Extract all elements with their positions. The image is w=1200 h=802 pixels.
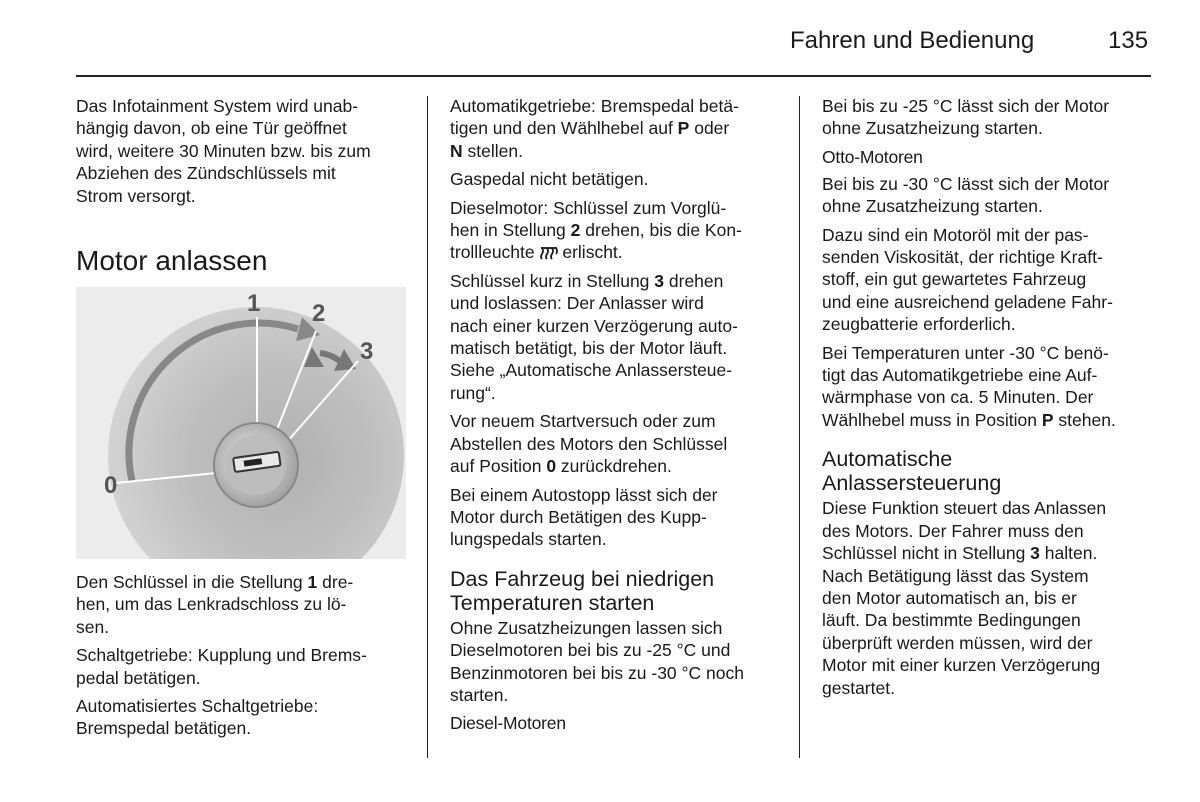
paragraph-autostop: Bei einem Autostopp lässt sich der Motor durch Betätigen des Kupp- lungspedals starten. xyxy=(450,484,718,550)
paragraph-automatic-starter: Diese Funktion steuert das Anlassen des Motors. Der Fahrer muss den Schlüssel nicht in Stellung 3 halten. Nach Betätigung lässt das System den Motor automatisch an, bis er läuft. Da bestimmte Bedingungen überprüft werden müssen, wird der Motor mit einer kurzen Verzögerung gestartet. xyxy=(822,498,1107,698)
paragraph-automated-gearbox: Automatisiertes Schaltgetriebe: Bremspedal betätigen. xyxy=(76,696,319,739)
position-label-3: 3 xyxy=(360,338,374,366)
section-heading-motor-anlassen: Motor anlassen xyxy=(76,245,268,277)
paragraph-petrol-minus-30: Bei bis zu -30 °C lässt sich der Motor ohne Zusatzheizung starten. xyxy=(822,173,1110,217)
paragraph-requirements: Dazu sind ein Motoröl mit der pas- senden Viskosität, der richtige Kraft- stoff, ein gut gewartetes Fahrzeug und eine ausreichend geladene Fahr- zeugbatterie erforderlich. xyxy=(822,224,1113,335)
position-label-1: 1 xyxy=(247,290,261,318)
column-3 xyxy=(822,95,1157,705)
paragraph-automatic-gearbox: Automatikgetriebe: Bremspedal betä- tigen und den Wählhebel auf P oder N stellen. xyxy=(450,96,739,161)
position-label-0: 0 xyxy=(104,472,118,500)
page-header-title: Fahren und Bedienung xyxy=(790,27,1035,54)
paragraph-diesel-minus-25: Bei bis zu -25 °C lässt sich der Motor ohne Zusatzheizung starten. xyxy=(822,96,1110,139)
paragraph-diesel-preheat: Dieselmotor: Schlüssel zum Vorglü- hen in Stellung 2 drehen, bis die Kon- trollleuchte erlischt. xyxy=(450,197,742,263)
section-heading-low-temperatures: Das Fahrzeug bei niedrigen Temperaturen starten xyxy=(450,566,715,615)
paragraph-below-minus-30: Bei Temperaturen unter -30 °C benö- tigt das Automatikgetriebe eine Auf- wärmphase von ca. 5 Minuten. Der Wählhebel muss in Position P stehen. xyxy=(822,342,1116,430)
subheading-diesel-engines: Diesel-Motoren xyxy=(450,713,566,734)
paragraph-manual-gearbox: Schaltgetriebe: Kupplung und Brems- pedal betätigen. xyxy=(76,645,367,688)
column-1 xyxy=(76,95,411,746)
subheading-petrol-engines: Otto-Motoren xyxy=(822,146,923,167)
position-label-2: 2 xyxy=(312,300,326,328)
glow-plug-icon xyxy=(540,246,558,260)
section-heading-automatic-starter: Automatische Anlassersteuerung xyxy=(822,447,1002,496)
paragraph-new-start-attempt: Vor neuem Startversuch oder zum Abstellen des Motors den Schlüssel auf Position 0 zurückdrehen. xyxy=(450,411,728,477)
paragraph-accelerator: Gaspedal nicht betätigen. xyxy=(450,169,649,190)
ignition-switch-diagram xyxy=(76,287,406,559)
column-divider-1 xyxy=(427,96,428,758)
paragraph-key-position-1: Den Schlüssel in die Stellung 1 dre- hen, um das Lenkradschloss zu lö- sen. xyxy=(76,572,354,637)
paragraph-without-auxiliary-heating: Ohne Zusatzheizungen lassen sich Dieselmotoren bei bis zu -25 °C und Benzinmotoren bei bis zu -30 °C noch starten. xyxy=(450,617,744,705)
column-2 xyxy=(450,95,780,739)
page-number: 135 xyxy=(1108,27,1149,54)
header-rule xyxy=(76,75,1151,77)
column-divider-2 xyxy=(799,96,800,758)
paragraph-key-position-3: Schlüssel kurz in Stellung 3 drehen und loslassen: Der Anlasser wird nach einer kurzen Verzögerung auto- matisch betätigt, bis der Motor läuft. Siehe „Automatische Anlassersteue- rung“. xyxy=(450,270,738,403)
intro-paragraph: Das Infotainment System wird unab- hängig davon, ob eine Tür geöffnet wird, weitere 30 Minuten bzw. bis zum Abziehen des Zündschlüssels mit Strom versorgt. xyxy=(76,96,371,206)
